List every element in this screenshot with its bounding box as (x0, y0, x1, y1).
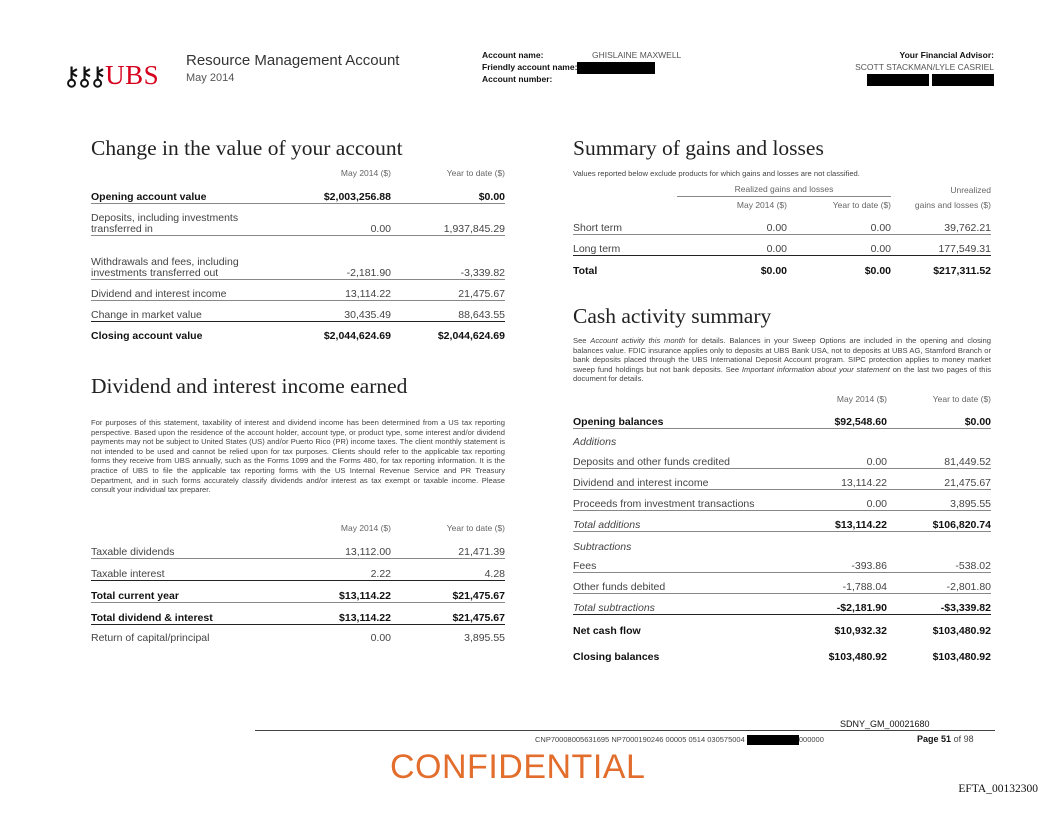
row-value: 4.28 (391, 558, 505, 580)
row-value: -$2,181.90 (787, 593, 887, 614)
footer-divider (255, 730, 995, 731)
row-label: Other funds debited (573, 572, 787, 593)
statement-title: Resource Management Account (186, 52, 400, 69)
col-header: gains and losses ($) (914, 200, 991, 210)
table-row (573, 593, 991, 614)
row-label: Closing balances (573, 651, 660, 663)
row-label: Opening account value (91, 181, 281, 203)
row-value: 30,435.49 (281, 300, 391, 321)
row-value: $0.00 (887, 407, 991, 428)
table-row (573, 213, 991, 234)
row-value: -2,181.90 (281, 235, 391, 279)
row-label: Proceeds from investment transactions (573, 489, 787, 510)
row-value: 13,112.00 (281, 536, 391, 558)
row-label: Withdrawals and fees, including investments transferred out (91, 235, 281, 279)
row-value: 0.00 (787, 489, 887, 510)
table-row (91, 203, 505, 235)
gains-note: Values reported below exclude products for which gains and losses are not classified. (573, 169, 860, 178)
row-label: Total current year (91, 580, 281, 602)
change-heading: Change in the value of your account (91, 136, 403, 160)
table-row (573, 468, 991, 489)
ubs-keys-icon: ⚷⚷⚷ (62, 60, 102, 91)
table-row (573, 572, 991, 593)
row-value: 0.00 (677, 234, 787, 255)
table-row (91, 536, 505, 558)
table-row (573, 637, 991, 663)
row-label: Taxable dividends (91, 536, 281, 558)
dividend-header-row (91, 523, 505, 536)
row-value: $217,311.52 (933, 265, 991, 277)
cash-note-link-text: Account activity this month (590, 336, 686, 345)
statement-period: May 2014 (186, 72, 235, 84)
table-row (573, 489, 991, 510)
row-value: 13,114.22 (281, 279, 391, 300)
row-value: $10,932.32 (834, 625, 887, 637)
row-value: 21,475.67 (887, 468, 991, 489)
row-value: 2.22 (281, 558, 391, 580)
row-value: $21,475.67 (391, 602, 505, 624)
row-value: 0.00 (370, 632, 391, 644)
row-value: $2,044,624.69 (323, 330, 391, 342)
additions-label: Additions (573, 436, 617, 448)
row-label: Deposits, including investments transferred in (91, 203, 281, 235)
subtractions-label: Subtractions (573, 541, 632, 553)
cash-header-row (573, 394, 991, 407)
page-current: 51 (941, 734, 952, 744)
row-label: Return of capital/principal (91, 632, 210, 644)
table-row (91, 321, 505, 342)
row-value: -3,339.82 (391, 235, 505, 279)
account-number-label: Account number: (482, 73, 553, 84)
row-label: Total additions (573, 510, 787, 531)
ubs-wordmark: UBS (105, 60, 160, 90)
row-value: $2,044,624.69 (437, 330, 505, 342)
row-value: 1,937,845.29 (391, 203, 505, 235)
cash-note-tail: on the last two pages of this document for details. (573, 364, 991, 384)
row-value: $106,820.74 (887, 510, 991, 531)
account-name-value: GHISLAINE MAXWELL (592, 50, 682, 60)
account-info (482, 50, 681, 85)
advisor-label: Your Financial Advisor: (899, 50, 994, 60)
col-header: May 2014 ($) (736, 200, 787, 210)
col-header: Year to date ($) (446, 168, 505, 178)
row-label: Dividend and interest income (91, 279, 281, 300)
table-row (573, 234, 991, 255)
row-value: $2,003,256.88 (281, 181, 391, 203)
row-label: Long term (573, 234, 677, 255)
efta-id: EFTA_00132300 (958, 783, 1038, 795)
dividend-heading: Dividend and interest income earned (91, 374, 408, 398)
row-value: 177,549.31 (891, 234, 991, 255)
advisor-value: SCOTT STACKMAN/LYLE CASRIEL (855, 61, 994, 72)
cash-table (573, 394, 991, 663)
table-row (573, 614, 991, 637)
row-value: -2,801.80 (887, 572, 991, 593)
page-total: of 98 (953, 734, 974, 744)
row-label: Closing account value (91, 330, 203, 342)
table-row (91, 624, 505, 644)
cash-note (573, 336, 991, 384)
table-row (91, 279, 505, 300)
table-row (91, 235, 505, 279)
cash-note-link-text: Important information about your statement (741, 364, 890, 374)
redaction-box (867, 74, 929, 86)
row-value: $0.00 (760, 265, 787, 277)
table-row (91, 580, 505, 602)
document-code (535, 735, 824, 745)
row-value: 0.00 (677, 213, 787, 234)
row-value: $92,548.60 (787, 407, 887, 428)
gains-header-row (573, 197, 991, 214)
row-value: $13,114.22 (787, 510, 887, 531)
gains-heading: Summary of gains and losses (573, 136, 824, 160)
bates-number: SDNY_GM_00021680 (840, 719, 930, 729)
row-value: 81,449.52 (887, 448, 991, 468)
row-value: $21,475.67 (391, 580, 505, 602)
table-row (91, 558, 505, 580)
row-label: Net cash flow (573, 625, 641, 637)
cash-note-body: for details. Balances in your Sweep Options are included in the opening and closing balances value. FDIC insurance applies only to deposits at UBS Bank USA, not to deposits at UBS AG, Stamford Branch or bank deposits placed through the UBS International Deposit Account program. SIPC protection applies to money market sweep fund holdings but not bank deposits. See (573, 336, 992, 374)
table-row (573, 553, 991, 572)
table-row (573, 510, 991, 531)
unrealized-group-label: Unrealized (950, 184, 991, 195)
row-value: $13,114.22 (281, 580, 391, 602)
row-value: 88,643.55 (391, 300, 505, 321)
row-label: Dividend and interest income (573, 468, 787, 489)
row-value: 21,475.67 (391, 279, 505, 300)
row-label: Change in market value (91, 300, 281, 321)
section-row (573, 531, 991, 553)
row-label: Fees (573, 553, 787, 572)
row-value: -538.02 (887, 553, 991, 572)
col-header: Year to date ($) (932, 394, 991, 404)
row-label: Taxable interest (91, 558, 281, 580)
col-header: Year to date ($) (446, 523, 505, 533)
table-row (573, 448, 991, 468)
account-name-label: Account name: (482, 50, 544, 60)
cash-heading: Cash activity summary (573, 304, 772, 328)
table-row (91, 602, 505, 624)
row-value: $0.00 (864, 265, 891, 277)
table-row (573, 407, 991, 428)
col-header: May 2014 ($) (340, 523, 391, 533)
gains-table (573, 184, 991, 277)
ubs-logo (62, 60, 159, 91)
row-label: Total subtractions (573, 593, 787, 614)
col-header: May 2014 ($) (836, 394, 887, 404)
dividend-table (91, 523, 505, 644)
redaction-box (747, 735, 799, 745)
row-value: 3,895.55 (464, 632, 505, 644)
redaction-box (577, 62, 655, 74)
section-row (573, 428, 991, 448)
row-value: -393.86 (787, 553, 887, 572)
page-number (917, 734, 974, 744)
row-value: 0.00 (787, 234, 891, 255)
row-value: 0.00 (281, 203, 391, 235)
realized-group-label: Realized gains and losses (677, 184, 891, 197)
col-header: May 2014 ($) (340, 168, 391, 178)
cash-note-see: See (573, 336, 591, 345)
table-row (91, 181, 505, 203)
change-header-row (91, 168, 505, 181)
row-value: $13,114.22 (281, 602, 391, 624)
row-value: $103,480.92 (932, 651, 991, 663)
change-table (91, 168, 505, 342)
document-code-right: 000000 (798, 735, 824, 744)
row-label: Total (573, 265, 598, 277)
document-code-left: CNP70008005631695 NP7000190246 00005 0514 030575004 (535, 735, 745, 744)
row-value: -1,788.04 (787, 572, 887, 593)
col-header: Year to date ($) (832, 200, 891, 210)
row-value: -$3,339.82 (887, 593, 991, 614)
row-label: Short term (573, 213, 677, 234)
row-value: 39,762.21 (891, 213, 991, 234)
dividend-tax-note: For purposes of this statement, taxability of interest and dividend income has been determined from a US tax reporting perspective. Based upon the residence of the account holder, account type, or product type, some interest and/or dividend payments may not be subject to United States (US) and/or Puerto Rico (PR) income taxes. The client monthly statement is not intended to be used and cannot be relied upon for tax purposes. Clients should refer to the applicable tax reporting forms they receive from UBS annually, such as the Forms 1099 and the Forms 480, for tax reporting information. It is the practice of UBS to file the applicable tax reporting forms with the US Internal Revenue Service and PR Treasury Department, and in such forms accurately classify dividends and/or interest as tax exempt or taxable income. Please consult your individual tax preparer. (91, 418, 505, 495)
row-value: $103,480.92 (828, 651, 887, 663)
row-value: 21,471.39 (391, 536, 505, 558)
confidential-stamp: CONFIDENTIAL (390, 748, 646, 786)
page-label: Page (917, 734, 939, 744)
row-value: $0.00 (391, 181, 505, 203)
table-row (573, 255, 991, 277)
row-label: Total dividend & interest (91, 602, 281, 624)
row-value: 13,114.22 (787, 468, 887, 489)
gains-group-header-row (573, 184, 991, 197)
redaction-box (932, 74, 994, 86)
row-label: Deposits and other funds credited (573, 448, 787, 468)
row-value: 0.00 (787, 448, 887, 468)
row-value: 3,895.55 (887, 489, 991, 510)
row-value: 0.00 (787, 213, 891, 234)
advisor-info (855, 50, 994, 86)
table-row (91, 300, 505, 321)
row-value: $103,480.92 (932, 625, 991, 637)
friendly-name-label: Friendly account name: (482, 61, 578, 72)
row-label: Opening balances (573, 407, 787, 428)
